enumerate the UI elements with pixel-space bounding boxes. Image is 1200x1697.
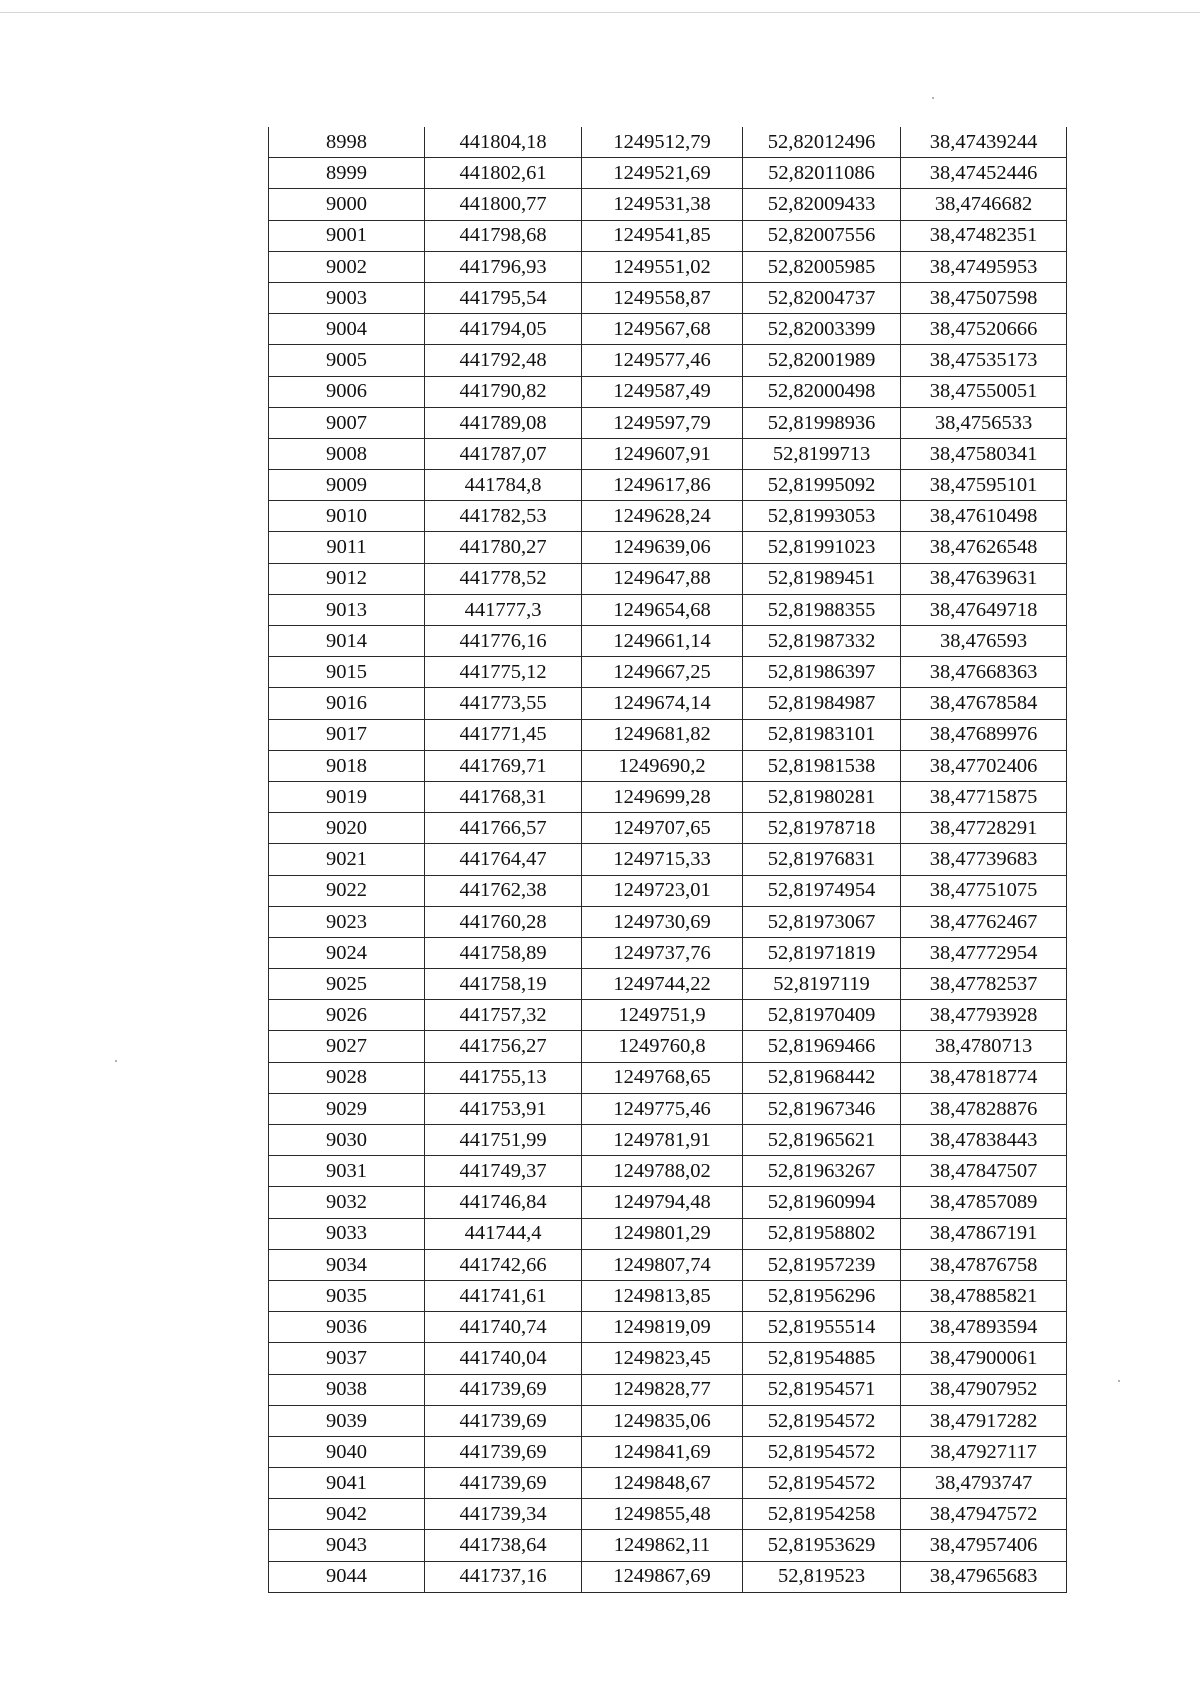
coordinates-table-body bbox=[269, 127, 1067, 1592]
table-row bbox=[269, 1156, 1067, 1187]
table-row bbox=[269, 594, 1067, 625]
x-coordinate-cell: 441739,69 bbox=[425, 1468, 582, 1499]
y-coordinate-cell: 1249823,45 bbox=[582, 1343, 743, 1374]
y-coordinate-cell: 1249690,2 bbox=[582, 750, 743, 781]
longitude-cell: 38,47900061 bbox=[901, 1343, 1067, 1374]
x-coordinate-cell: 441746,84 bbox=[425, 1187, 582, 1218]
x-coordinate-cell: 441771,45 bbox=[425, 719, 582, 750]
y-coordinate-cell: 1249819,09 bbox=[582, 1312, 743, 1343]
x-coordinate-cell: 441780,27 bbox=[425, 532, 582, 563]
point-number-cell: 9032 bbox=[269, 1187, 425, 1218]
point-number-cell: 9006 bbox=[269, 376, 425, 407]
point-number-cell: 9011 bbox=[269, 532, 425, 563]
latitude-cell: 52,81970409 bbox=[743, 1000, 901, 1031]
table-row bbox=[269, 407, 1067, 438]
latitude-cell: 52,819523 bbox=[743, 1561, 901, 1592]
point-number-cell: 9037 bbox=[269, 1343, 425, 1374]
x-coordinate-cell: 441737,16 bbox=[425, 1561, 582, 1592]
scan-edge-line bbox=[0, 12, 1200, 13]
y-coordinate-cell: 1249807,74 bbox=[582, 1249, 743, 1280]
x-coordinate-cell: 441740,04 bbox=[425, 1343, 582, 1374]
longitude-cell: 38,47828876 bbox=[901, 1093, 1067, 1124]
latitude-cell: 52,8199713 bbox=[743, 438, 901, 469]
latitude-cell: 52,81954572 bbox=[743, 1436, 901, 1467]
longitude-cell: 38,4793747 bbox=[901, 1468, 1067, 1499]
point-number-cell: 9007 bbox=[269, 407, 425, 438]
y-coordinate-cell: 1249521,69 bbox=[582, 158, 743, 189]
table-row bbox=[269, 1000, 1067, 1031]
point-number-cell: 9031 bbox=[269, 1156, 425, 1187]
latitude-cell: 52,81954572 bbox=[743, 1405, 901, 1436]
table-row bbox=[269, 1499, 1067, 1530]
latitude-cell: 52,81988355 bbox=[743, 594, 901, 625]
x-coordinate-cell: 441749,37 bbox=[425, 1156, 582, 1187]
latitude-cell: 52,81967346 bbox=[743, 1093, 901, 1124]
x-coordinate-cell: 441738,64 bbox=[425, 1530, 582, 1561]
table-row bbox=[269, 719, 1067, 750]
y-coordinate-cell: 1249707,65 bbox=[582, 813, 743, 844]
latitude-cell: 52,81991023 bbox=[743, 532, 901, 563]
longitude-cell: 38,47610498 bbox=[901, 501, 1067, 532]
longitude-cell: 38,47689976 bbox=[901, 719, 1067, 750]
x-coordinate-cell: 441795,54 bbox=[425, 282, 582, 313]
x-coordinate-cell: 441740,74 bbox=[425, 1312, 582, 1343]
y-coordinate-cell: 1249577,46 bbox=[582, 345, 743, 376]
x-coordinate-cell: 441758,19 bbox=[425, 969, 582, 1000]
longitude-cell: 38,47728291 bbox=[901, 813, 1067, 844]
x-coordinate-cell: 441739,34 bbox=[425, 1499, 582, 1530]
y-coordinate-cell: 1249760,8 bbox=[582, 1031, 743, 1062]
latitude-cell: 52,81965621 bbox=[743, 1125, 901, 1156]
longitude-cell: 38,47580341 bbox=[901, 438, 1067, 469]
y-coordinate-cell: 1249867,69 bbox=[582, 1561, 743, 1592]
longitude-cell: 38,47947572 bbox=[901, 1499, 1067, 1530]
point-number-cell: 9019 bbox=[269, 781, 425, 812]
latitude-cell: 52,82000498 bbox=[743, 376, 901, 407]
table-row bbox=[269, 251, 1067, 282]
point-number-cell: 9044 bbox=[269, 1561, 425, 1592]
x-coordinate-cell: 441764,47 bbox=[425, 844, 582, 875]
point-number-cell: 9022 bbox=[269, 875, 425, 906]
latitude-cell: 52,81955514 bbox=[743, 1312, 901, 1343]
y-coordinate-cell: 1249835,06 bbox=[582, 1405, 743, 1436]
table-row bbox=[269, 1530, 1067, 1561]
longitude-cell: 38,47535173 bbox=[901, 345, 1067, 376]
latitude-cell: 52,81984987 bbox=[743, 688, 901, 719]
y-coordinate-cell: 1249730,69 bbox=[582, 906, 743, 937]
x-coordinate-cell: 441739,69 bbox=[425, 1374, 582, 1405]
longitude-cell: 38,47772954 bbox=[901, 937, 1067, 968]
longitude-cell: 38,47965683 bbox=[901, 1561, 1067, 1592]
latitude-cell: 52,81981538 bbox=[743, 750, 901, 781]
y-coordinate-cell: 1249541,85 bbox=[582, 220, 743, 251]
y-coordinate-cell: 1249855,48 bbox=[582, 1499, 743, 1530]
point-number-cell: 9018 bbox=[269, 750, 425, 781]
latitude-cell: 52,82001989 bbox=[743, 345, 901, 376]
longitude-cell: 38,47439244 bbox=[901, 127, 1067, 158]
point-number-cell: 9021 bbox=[269, 844, 425, 875]
table-row bbox=[269, 1218, 1067, 1249]
y-coordinate-cell: 1249788,02 bbox=[582, 1156, 743, 1187]
point-number-cell: 9004 bbox=[269, 314, 425, 345]
longitude-cell: 38,47957406 bbox=[901, 1530, 1067, 1561]
latitude-cell: 52,81960994 bbox=[743, 1187, 901, 1218]
table-row bbox=[269, 1280, 1067, 1311]
y-coordinate-cell: 1249775,46 bbox=[582, 1093, 743, 1124]
point-number-cell: 9014 bbox=[269, 626, 425, 657]
y-coordinate-cell: 1249661,14 bbox=[582, 626, 743, 657]
latitude-cell: 52,81954571 bbox=[743, 1374, 901, 1405]
latitude-cell: 52,82005985 bbox=[743, 251, 901, 282]
longitude-cell: 38,47702406 bbox=[901, 750, 1067, 781]
table-row bbox=[269, 1093, 1067, 1124]
longitude-cell: 38,47639631 bbox=[901, 563, 1067, 594]
x-coordinate-cell: 441762,38 bbox=[425, 875, 582, 906]
y-coordinate-cell: 1249607,91 bbox=[582, 438, 743, 469]
point-number-cell: 9005 bbox=[269, 345, 425, 376]
point-number-cell: 9035 bbox=[269, 1280, 425, 1311]
table-row bbox=[269, 906, 1067, 937]
longitude-cell: 38,47793928 bbox=[901, 1000, 1067, 1031]
table-row bbox=[269, 781, 1067, 812]
point-number-cell: 9042 bbox=[269, 1499, 425, 1530]
x-coordinate-cell: 441753,91 bbox=[425, 1093, 582, 1124]
table-row bbox=[269, 1312, 1067, 1343]
point-number-cell: 9038 bbox=[269, 1374, 425, 1405]
longitude-cell: 38,47482351 bbox=[901, 220, 1067, 251]
latitude-cell: 52,81968442 bbox=[743, 1062, 901, 1093]
latitude-cell: 52,81976831 bbox=[743, 844, 901, 875]
y-coordinate-cell: 1249667,25 bbox=[582, 657, 743, 688]
point-number-cell: 9009 bbox=[269, 470, 425, 501]
latitude-cell: 52,81971819 bbox=[743, 937, 901, 968]
table-row bbox=[269, 1561, 1067, 1592]
x-coordinate-cell: 441782,53 bbox=[425, 501, 582, 532]
table-row bbox=[269, 1249, 1067, 1280]
y-coordinate-cell: 1249848,67 bbox=[582, 1468, 743, 1499]
y-coordinate-cell: 1249813,85 bbox=[582, 1280, 743, 1311]
longitude-cell: 38,47668363 bbox=[901, 657, 1067, 688]
x-coordinate-cell: 441739,69 bbox=[425, 1405, 582, 1436]
point-number-cell: 9008 bbox=[269, 438, 425, 469]
y-coordinate-cell: 1249681,82 bbox=[582, 719, 743, 750]
latitude-cell: 52,81954885 bbox=[743, 1343, 901, 1374]
y-coordinate-cell: 1249737,76 bbox=[582, 937, 743, 968]
scan-speck bbox=[932, 97, 934, 99]
table-row bbox=[269, 220, 1067, 251]
scan-speck bbox=[115, 1060, 117, 1062]
x-coordinate-cell: 441741,61 bbox=[425, 1280, 582, 1311]
y-coordinate-cell: 1249597,79 bbox=[582, 407, 743, 438]
x-coordinate-cell: 441790,82 bbox=[425, 376, 582, 407]
table-row bbox=[269, 626, 1067, 657]
longitude-cell: 38,47917282 bbox=[901, 1405, 1067, 1436]
y-coordinate-cell: 1249699,28 bbox=[582, 781, 743, 812]
table-row bbox=[269, 376, 1067, 407]
table-row bbox=[269, 688, 1067, 719]
point-number-cell: 9015 bbox=[269, 657, 425, 688]
table-row bbox=[269, 1125, 1067, 1156]
latitude-cell: 52,81978718 bbox=[743, 813, 901, 844]
x-coordinate-cell: 441798,68 bbox=[425, 220, 582, 251]
point-number-cell: 9002 bbox=[269, 251, 425, 282]
table-row bbox=[269, 158, 1067, 189]
x-coordinate-cell: 441758,89 bbox=[425, 937, 582, 968]
y-coordinate-cell: 1249715,33 bbox=[582, 844, 743, 875]
x-coordinate-cell: 441739,69 bbox=[425, 1436, 582, 1467]
point-number-cell: 9012 bbox=[269, 563, 425, 594]
longitude-cell: 38,47626548 bbox=[901, 532, 1067, 563]
longitude-cell: 38,47782537 bbox=[901, 969, 1067, 1000]
scan-speck bbox=[1118, 1380, 1120, 1382]
table-row bbox=[269, 844, 1067, 875]
point-number-cell: 9029 bbox=[269, 1093, 425, 1124]
latitude-cell: 52,81995092 bbox=[743, 470, 901, 501]
point-number-cell: 9010 bbox=[269, 501, 425, 532]
point-number-cell: 9040 bbox=[269, 1436, 425, 1467]
table-row bbox=[269, 501, 1067, 532]
point-number-cell: 9016 bbox=[269, 688, 425, 719]
table-row bbox=[269, 189, 1067, 220]
point-number-cell: 9013 bbox=[269, 594, 425, 625]
longitude-cell: 38,47507598 bbox=[901, 282, 1067, 313]
latitude-cell: 52,8197119 bbox=[743, 969, 901, 1000]
table-row bbox=[269, 345, 1067, 376]
x-coordinate-cell: 441789,08 bbox=[425, 407, 582, 438]
table-row bbox=[269, 532, 1067, 563]
latitude-cell: 52,81987332 bbox=[743, 626, 901, 657]
x-coordinate-cell: 441742,66 bbox=[425, 1249, 582, 1280]
table-row bbox=[269, 1468, 1067, 1499]
point-number-cell: 9017 bbox=[269, 719, 425, 750]
y-coordinate-cell: 1249768,65 bbox=[582, 1062, 743, 1093]
x-coordinate-cell: 441760,28 bbox=[425, 906, 582, 937]
latitude-cell: 52,81954258 bbox=[743, 1499, 901, 1530]
y-coordinate-cell: 1249781,91 bbox=[582, 1125, 743, 1156]
point-number-cell: 9020 bbox=[269, 813, 425, 844]
table-row bbox=[269, 314, 1067, 345]
table-row bbox=[269, 563, 1067, 594]
point-number-cell: 9000 bbox=[269, 189, 425, 220]
table-row bbox=[269, 875, 1067, 906]
x-coordinate-cell: 441792,48 bbox=[425, 345, 582, 376]
table-row bbox=[269, 750, 1067, 781]
x-coordinate-cell: 441796,93 bbox=[425, 251, 582, 282]
y-coordinate-cell: 1249828,77 bbox=[582, 1374, 743, 1405]
y-coordinate-cell: 1249531,38 bbox=[582, 189, 743, 220]
x-coordinate-cell: 441777,3 bbox=[425, 594, 582, 625]
latitude-cell: 52,81974954 bbox=[743, 875, 901, 906]
table-row bbox=[269, 1405, 1067, 1436]
point-number-cell: 9036 bbox=[269, 1312, 425, 1343]
y-coordinate-cell: 1249647,88 bbox=[582, 563, 743, 594]
longitude-cell: 38,4746682 bbox=[901, 189, 1067, 220]
y-coordinate-cell: 1249558,87 bbox=[582, 282, 743, 313]
x-coordinate-cell: 441804,18 bbox=[425, 127, 582, 158]
x-coordinate-cell: 441751,99 bbox=[425, 1125, 582, 1156]
longitude-cell: 38,47452446 bbox=[901, 158, 1067, 189]
longitude-cell: 38,476593 bbox=[901, 626, 1067, 657]
x-coordinate-cell: 441778,52 bbox=[425, 563, 582, 594]
y-coordinate-cell: 1249862,11 bbox=[582, 1530, 743, 1561]
latitude-cell: 52,81958802 bbox=[743, 1218, 901, 1249]
longitude-cell: 38,4756533 bbox=[901, 407, 1067, 438]
x-coordinate-cell: 441766,57 bbox=[425, 813, 582, 844]
longitude-cell: 38,47818774 bbox=[901, 1062, 1067, 1093]
latitude-cell: 52,82003399 bbox=[743, 314, 901, 345]
latitude-cell: 52,81993053 bbox=[743, 501, 901, 532]
latitude-cell: 52,82011086 bbox=[743, 158, 901, 189]
latitude-cell: 52,81956296 bbox=[743, 1280, 901, 1311]
table-row bbox=[269, 127, 1067, 158]
longitude-cell: 38,47678584 bbox=[901, 688, 1067, 719]
latitude-cell: 52,81954572 bbox=[743, 1468, 901, 1499]
y-coordinate-cell: 1249674,14 bbox=[582, 688, 743, 719]
x-coordinate-cell: 441755,13 bbox=[425, 1062, 582, 1093]
longitude-cell: 38,47495953 bbox=[901, 251, 1067, 282]
latitude-cell: 52,82004737 bbox=[743, 282, 901, 313]
point-number-cell: 9039 bbox=[269, 1405, 425, 1436]
point-number-cell: 8998 bbox=[269, 127, 425, 158]
table-row bbox=[269, 1062, 1067, 1093]
point-number-cell: 8999 bbox=[269, 158, 425, 189]
table-row bbox=[269, 470, 1067, 501]
coordinates-table bbox=[268, 127, 1067, 1593]
longitude-cell: 38,47649718 bbox=[901, 594, 1067, 625]
latitude-cell: 52,81989451 bbox=[743, 563, 901, 594]
longitude-cell: 38,47520666 bbox=[901, 314, 1067, 345]
table-row bbox=[269, 813, 1067, 844]
longitude-cell: 38,47857089 bbox=[901, 1187, 1067, 1218]
latitude-cell: 52,81983101 bbox=[743, 719, 901, 750]
y-coordinate-cell: 1249639,06 bbox=[582, 532, 743, 563]
longitude-cell: 38,47867191 bbox=[901, 1218, 1067, 1249]
y-coordinate-cell: 1249628,24 bbox=[582, 501, 743, 532]
table-row bbox=[269, 937, 1067, 968]
longitude-cell: 38,47762467 bbox=[901, 906, 1067, 937]
table-row bbox=[269, 969, 1067, 1000]
point-number-cell: 9043 bbox=[269, 1530, 425, 1561]
y-coordinate-cell: 1249587,49 bbox=[582, 376, 743, 407]
point-number-cell: 9030 bbox=[269, 1125, 425, 1156]
point-number-cell: 9023 bbox=[269, 906, 425, 937]
table-row bbox=[269, 1343, 1067, 1374]
y-coordinate-cell: 1249617,86 bbox=[582, 470, 743, 501]
point-number-cell: 9033 bbox=[269, 1218, 425, 1249]
longitude-cell: 38,47927117 bbox=[901, 1436, 1067, 1467]
longitude-cell: 38,47907952 bbox=[901, 1374, 1067, 1405]
x-coordinate-cell: 441776,16 bbox=[425, 626, 582, 657]
table-row bbox=[269, 282, 1067, 313]
x-coordinate-cell: 441769,71 bbox=[425, 750, 582, 781]
x-coordinate-cell: 441784,8 bbox=[425, 470, 582, 501]
point-number-cell: 9024 bbox=[269, 937, 425, 968]
table-row bbox=[269, 1374, 1067, 1405]
y-coordinate-cell: 1249744,22 bbox=[582, 969, 743, 1000]
point-number-cell: 9026 bbox=[269, 1000, 425, 1031]
longitude-cell: 38,47885821 bbox=[901, 1280, 1067, 1311]
y-coordinate-cell: 1249801,29 bbox=[582, 1218, 743, 1249]
x-coordinate-cell: 441794,05 bbox=[425, 314, 582, 345]
longitude-cell: 38,4780713 bbox=[901, 1031, 1067, 1062]
y-coordinate-cell: 1249751,9 bbox=[582, 1000, 743, 1031]
point-number-cell: 9025 bbox=[269, 969, 425, 1000]
x-coordinate-cell: 441768,31 bbox=[425, 781, 582, 812]
longitude-cell: 38,47751075 bbox=[901, 875, 1067, 906]
table-row bbox=[269, 438, 1067, 469]
longitude-cell: 38,47893594 bbox=[901, 1312, 1067, 1343]
latitude-cell: 52,81953629 bbox=[743, 1530, 901, 1561]
longitude-cell: 38,47876758 bbox=[901, 1249, 1067, 1280]
point-number-cell: 9027 bbox=[269, 1031, 425, 1062]
y-coordinate-cell: 1249794,48 bbox=[582, 1187, 743, 1218]
longitude-cell: 38,47847507 bbox=[901, 1156, 1067, 1187]
longitude-cell: 38,47550051 bbox=[901, 376, 1067, 407]
longitude-cell: 38,47715875 bbox=[901, 781, 1067, 812]
x-coordinate-cell: 441775,12 bbox=[425, 657, 582, 688]
point-number-cell: 9041 bbox=[269, 1468, 425, 1499]
latitude-cell: 52,81963267 bbox=[743, 1156, 901, 1187]
latitude-cell: 52,82009433 bbox=[743, 189, 901, 220]
table-row bbox=[269, 1187, 1067, 1218]
latitude-cell: 52,82007556 bbox=[743, 220, 901, 251]
table-row bbox=[269, 1436, 1067, 1467]
y-coordinate-cell: 1249723,01 bbox=[582, 875, 743, 906]
y-coordinate-cell: 1249551,02 bbox=[582, 251, 743, 282]
point-number-cell: 9034 bbox=[269, 1249, 425, 1280]
latitude-cell: 52,81973067 bbox=[743, 906, 901, 937]
latitude-cell: 52,82012496 bbox=[743, 127, 901, 158]
longitude-cell: 38,47838443 bbox=[901, 1125, 1067, 1156]
y-coordinate-cell: 1249512,79 bbox=[582, 127, 743, 158]
x-coordinate-cell: 441756,27 bbox=[425, 1031, 582, 1062]
longitude-cell: 38,47595101 bbox=[901, 470, 1067, 501]
x-coordinate-cell: 441773,55 bbox=[425, 688, 582, 719]
point-number-cell: 9028 bbox=[269, 1062, 425, 1093]
x-coordinate-cell: 441787,07 bbox=[425, 438, 582, 469]
point-number-cell: 9001 bbox=[269, 220, 425, 251]
x-coordinate-cell: 441802,61 bbox=[425, 158, 582, 189]
x-coordinate-cell: 441744,4 bbox=[425, 1218, 582, 1249]
y-coordinate-cell: 1249841,69 bbox=[582, 1436, 743, 1467]
latitude-cell: 52,81998936 bbox=[743, 407, 901, 438]
table-row bbox=[269, 657, 1067, 688]
longitude-cell: 38,47739683 bbox=[901, 844, 1067, 875]
y-coordinate-cell: 1249567,68 bbox=[582, 314, 743, 345]
x-coordinate-cell: 441800,77 bbox=[425, 189, 582, 220]
y-coordinate-cell: 1249654,68 bbox=[582, 594, 743, 625]
latitude-cell: 52,81969466 bbox=[743, 1031, 901, 1062]
latitude-cell: 52,81986397 bbox=[743, 657, 901, 688]
table-row bbox=[269, 1031, 1067, 1062]
latitude-cell: 52,81957239 bbox=[743, 1249, 901, 1280]
point-number-cell: 9003 bbox=[269, 282, 425, 313]
latitude-cell: 52,81980281 bbox=[743, 781, 901, 812]
x-coordinate-cell: 441757,32 bbox=[425, 1000, 582, 1031]
